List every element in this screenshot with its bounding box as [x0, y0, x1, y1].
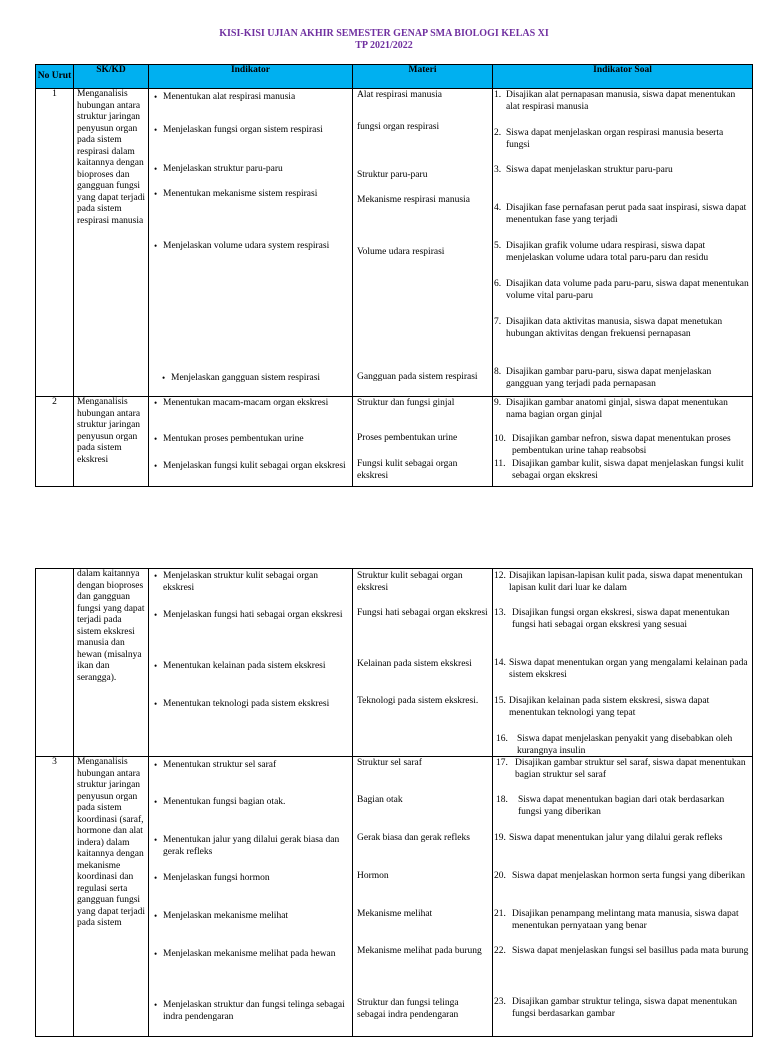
soal-item — [494, 279, 749, 302]
kisi-table-page-2 — [35, 568, 753, 1037]
materi-item: Alat respirasi manusia — [357, 90, 442, 100]
soal-item — [494, 398, 749, 421]
row-number: 1 — [36, 89, 74, 397]
materi-item: Struktur paru-paru — [357, 170, 428, 180]
sk-kd-text: Menganalisis hubungan antara struktur jaringan penyusun organ pada sistem ekskresi — [74, 397, 149, 487]
soal-text: Disajikan penampang melintang mata manusia, siswa dapat menentukan pernyataan yang benar — [512, 909, 739, 931]
sk-kd-text: dalam kaitannya dengan bioproses dan gangguan fungsi yang dapat terjadi pada sistem ekskresi manusia dan hewan (misalnya ikan dan serangga). — [74, 569, 149, 757]
header-sk: SK/KD — [74, 65, 149, 89]
soal-text: Disajikan grafik volume udara respirasi, siswa dapat menjelaskan volume udara total paru-paru dan residu — [506, 241, 709, 263]
soal-number: 11. — [494, 459, 506, 469]
soal-number: 1. — [494, 90, 502, 100]
soal-text: Siswa dapat menjelaskan hormon serta fungsi yang diberikan — [512, 871, 745, 881]
table-row — [36, 397, 753, 487]
soal-text: Siswa dapat menjelaskan penyakit yang disebabkan oleh kurangnya insulin — [517, 734, 733, 756]
soal-number: 10. — [494, 434, 506, 444]
soal-text: Siswa dapat menentukan organ yang mengalami kelainan pada sistem ekskresi — [509, 658, 748, 680]
soal-text: Disajikan alat pernapasan manusia, siswa dapat menentukan alat respirasi manusia — [506, 90, 736, 112]
soal-number: 17. — [496, 758, 508, 768]
soal-cell — [493, 397, 753, 487]
indikator-cell — [149, 397, 353, 487]
soal-item — [494, 241, 749, 264]
materi-item: Struktur kulit sebagai organ ekskresi — [357, 571, 463, 593]
soal-item — [494, 434, 749, 457]
soal-number: 12. — [494, 571, 506, 581]
materi-item: fungsi organ respirasi — [357, 122, 440, 132]
soal-number: 2. — [494, 128, 502, 138]
soal-text: Disajikan kelainan pada sistem ekskresi, siswa dapat menentukan teknologi yang tepat — [509, 696, 710, 718]
soal-text: Siswa dapat menentukan bagian dari otak berdasarkan fungsi yang diberikan — [518, 795, 725, 817]
indikator-item: • Menentukan macam-macam organ ekskresi — [154, 398, 348, 410]
soal-item — [494, 909, 749, 932]
soal-item — [496, 758, 749, 781]
soal-number: 5. — [494, 241, 502, 251]
soal-text: Disajikan gambar nefron, siswa dapat menentukan proses pembentukan urine tahap reabsobsi — [512, 434, 731, 456]
materi-item: Fungsi hati sebagai organ ekskresi — [357, 608, 488, 618]
indikator-item: • Menentukan teknologi pada sistem ekskresi — [154, 699, 348, 711]
row-number: 3 — [36, 757, 74, 1037]
soal-text: Disajikan gambar paru-paru, siswa dapat menjelaskan gangguan yang terjadi pada pernapasan — [506, 367, 712, 389]
materi-cell — [353, 397, 493, 487]
soal-cell — [493, 569, 753, 757]
indikator-item: • Menentukan kelainan pada sistem ekskresi — [154, 661, 348, 673]
soal-item — [494, 871, 749, 883]
indikator-cell — [149, 89, 353, 397]
indikator-item: • Menjelaskan struktur paru-paru — [154, 164, 348, 176]
header-indikator: Indikator — [149, 65, 353, 89]
indikator-cell — [149, 569, 353, 757]
indikator-item: • Menjelaskan mekanisme melihat pada hewan — [154, 949, 348, 961]
indikator-item: • Menjelaskan mekanisme melihat — [154, 911, 348, 923]
indikator-item: • Menentukan struktur sel saraf — [154, 760, 348, 772]
document-subtitle: TP 2021/2022 — [355, 40, 413, 51]
soal-text: Disajikan gambar kulit, siswa dapat menjelaskan fungsi kulit sebagai organ ekskresi — [512, 459, 744, 481]
soal-item — [494, 833, 749, 845]
soal-number: 22. — [494, 946, 506, 956]
soal-cell — [493, 89, 753, 397]
table-row — [36, 89, 753, 397]
indikator-item: • Menjelaskan fungsi hormon — [154, 873, 348, 885]
soal-number: 20. — [494, 871, 506, 881]
indikator-item: • Menjelaskan volume udara system respirasi — [154, 241, 348, 253]
soal-item — [494, 459, 749, 482]
indikator-item: • Menjelaskan gangguan sistem respirasi — [162, 373, 348, 385]
indikator-item: • Menjelaskan fungsi organ sistem respirasi — [154, 125, 348, 137]
soal-item — [494, 946, 749, 958]
materi-cell — [353, 757, 493, 1037]
indikator-item: • Menentukan alat respirasi manusia — [154, 92, 348, 104]
materi-item: Struktur dan fungsi telinga sebagai indra pendengaran — [357, 998, 459, 1020]
soal-text: Siswa dapat menjelaskan struktur paru-paru — [506, 165, 673, 175]
indikator-item: • Menjelaskan fungsi kulit sebagai organ ekskresi — [154, 461, 348, 473]
materi-item: Gangguan pada sistem respirasi — [357, 372, 478, 382]
materi-item: Kelainan pada sistem ekskresi — [357, 659, 472, 669]
materi-item: Mekanisme melihat — [357, 909, 433, 919]
indikator-item: • Menentukan fungsi bagian otak. — [154, 797, 348, 809]
soal-cell — [493, 757, 753, 1037]
kisi-table-page-1 — [35, 64, 753, 487]
soal-text: Disajikan fungsi organ ekskresi, siswa dapat menentukan fungsi hati sebagai organ ekskresi yang sesuai — [512, 608, 730, 630]
table-header-row — [36, 65, 753, 89]
materi-item: Struktur sel saraf — [357, 758, 422, 768]
soal-number: 8. — [494, 367, 502, 377]
header-no: No Urut — [36, 65, 74, 89]
soal-item — [494, 203, 749, 226]
sk-kd-text: Menganalisis hubungan antara struktur jaringan penyusun organ pada sistem koordinasi (saraf, hormone dan alat indera) dalam kaitannya dengan mekanisme koordinasi dan regulasi serta gangguan fungsi yang dapat terjadi pada sistem — [74, 757, 149, 1037]
indikator-item: • Menentukan mekanisme sistem respirasi — [154, 189, 348, 201]
soal-item — [494, 90, 749, 113]
materi-item: Gerak biasa dan gerak refleks — [357, 833, 470, 843]
soal-text: Disajikan gambar anatomi ginjal, siswa dapat menentukan nama bagian organ ginjal — [506, 398, 728, 420]
soal-item — [494, 696, 749, 719]
soal-item — [494, 367, 749, 390]
soal-item — [494, 165, 749, 177]
soal-item — [494, 571, 749, 594]
table-row — [36, 569, 753, 757]
soal-text: Disajikan data aktivitas manusia, siswa dapat menetukan hubungan aktivitas dengan frekuensi pernapasan — [506, 317, 723, 339]
soal-number: 18. — [496, 795, 508, 805]
soal-item — [494, 608, 749, 631]
soal-text: Disajikan data volume pada paru-paru, siswa dapat menentukan volume vital paru-paru — [506, 279, 749, 301]
soal-number: 16. — [496, 734, 508, 744]
materi-item: Mekanisme melihat pada burung — [357, 946, 482, 956]
indikator-item: • Menjelaskan struktur dan fungsi telinga sebagai indra pendengaran — [154, 1000, 348, 1023]
soal-text: Disajikan fase pernafasan perut pada saat inspirasi, siswa dapat menentukan fase yang terjadi — [506, 203, 747, 225]
indikator-item: • Mentukan proses pembentukan urine — [154, 434, 348, 446]
materi-item: Teknologi pada sistem ekskresi. — [357, 696, 479, 706]
soal-number: 9. — [494, 398, 502, 408]
header-materi: Materi — [353, 65, 493, 89]
soal-item — [494, 128, 749, 151]
indikator-cell — [149, 757, 353, 1037]
indikator-item: • Menentukan jalur yang dilalui gerak biasa dan gerak refleks — [154, 835, 348, 858]
soal-number: 7. — [494, 317, 502, 327]
materi-item: Volume udara respirasi — [357, 247, 445, 257]
materi-item: Mekanisme respirasi manusia — [357, 195, 470, 205]
soal-number: 23. — [494, 997, 506, 1007]
soal-number: 13. — [494, 608, 506, 618]
indikator-item: • Menjelaskan fungsi hati sebagai organ ekskresi — [154, 610, 348, 622]
soal-text: Disajikan lapisan-lapisan kulit pada, siswa dapat menentukan lapisan kulit dari luar ke dalam — [509, 571, 743, 593]
soal-number: 14. — [494, 658, 506, 668]
soal-number: 19. — [494, 833, 506, 843]
soal-number: 15. — [494, 696, 506, 706]
soal-text: Disajikan gambar struktur sel saraf, siswa dapat menentukan bagian struktur sel saraf — [515, 758, 746, 780]
soal-text: Siswa dapat menentukan jalur yang dilalui gerak refleks — [509, 833, 723, 843]
materi-cell — [353, 89, 493, 397]
table-row — [36, 757, 753, 1037]
materi-cell — [353, 569, 493, 757]
soal-item — [494, 317, 749, 340]
materi-item: Fungsi kulit sebagai organ ekskresi — [357, 459, 458, 481]
indikator-item: • Menjelaskan struktur kulit sebagai organ ekskresi — [154, 571, 348, 594]
materi-item: Struktur dan fungsi ginjal — [357, 398, 455, 408]
document-title: KISI-KISI UJIAN AKHIR SEMESTER GENAP SMA BIOLOGI KELAS XI — [219, 28, 549, 39]
materi-item: Bagian otak — [357, 795, 403, 805]
soal-text: Siswa dapat menjelaskan organ respirasi manusia beserta fungsi — [506, 128, 724, 150]
header-soal: Indikator Soal — [493, 65, 753, 89]
soal-item — [494, 997, 749, 1020]
soal-number: 21. — [494, 909, 506, 919]
soal-number: 6. — [494, 279, 502, 289]
sk-kd-text: Menganalisis hubungan antara struktur jaringan penyusun organ pada sistem respirasi dalam kaitannya dengan bioproses dan gangguan fungsi yang dapat terjadi pada sistem respirasi manusia — [74, 89, 149, 397]
soal-item — [496, 734, 749, 757]
materi-item: Hormon — [357, 871, 389, 881]
row-number — [36, 569, 74, 757]
materi-item: Proses pembentukan urine — [357, 433, 458, 443]
soal-text: Siswa dapat menjelaskan fungsi sel basillus pada mata burung — [512, 946, 749, 956]
soal-item — [496, 795, 749, 818]
soal-item — [494, 658, 749, 681]
soal-number: 3. — [494, 165, 502, 175]
row-number: 2 — [36, 397, 74, 487]
soal-text: Disajikan gambar struktur telinga, siswa dapat menentukan fungsi berdasarkan gambar — [512, 997, 738, 1019]
soal-number: 4. — [494, 203, 502, 213]
